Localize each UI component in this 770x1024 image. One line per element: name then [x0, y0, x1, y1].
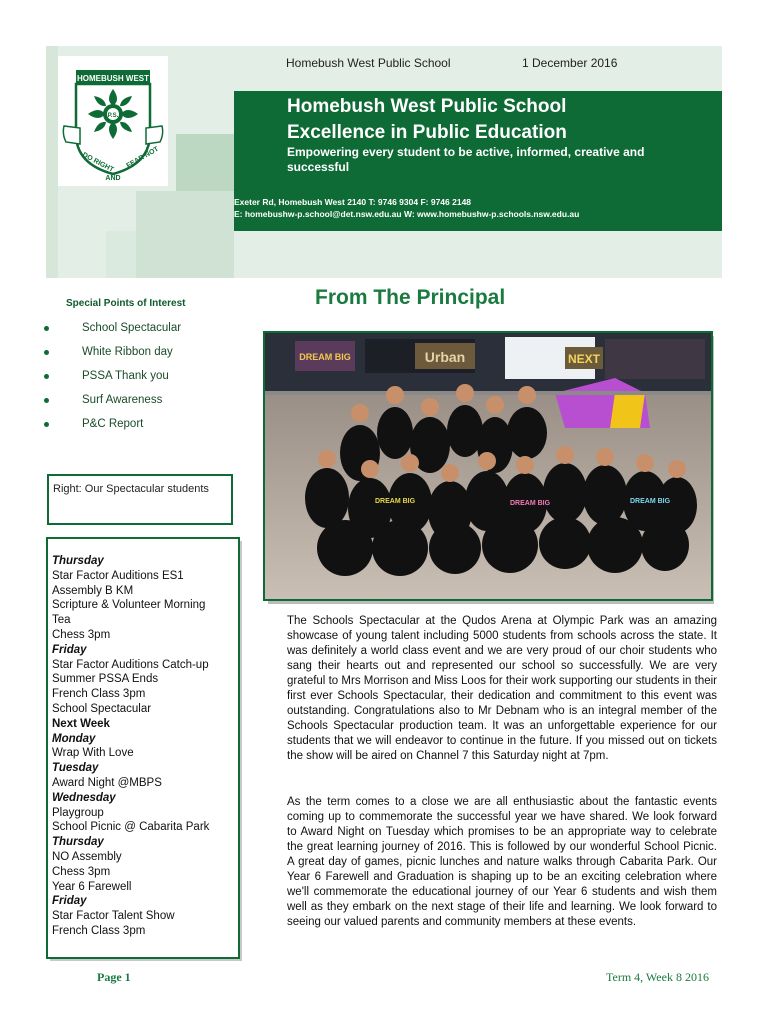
school-tagline: Empowering every student to be active, informed, creative and successful [287, 145, 645, 174]
schedule-item: Thursday [52, 555, 104, 567]
schedule-item: Playgroup [52, 806, 104, 819]
schedule-item: Monday [52, 732, 96, 745]
schedule-item: Award Night @MBPS [52, 776, 162, 789]
bullet-icon [44, 422, 49, 427]
special-points-list [44, 322, 181, 442]
newsletter-subtitle: Excellence in Public Education [287, 122, 567, 143]
svg-text:DREAM BIG: DREAM BIG [299, 352, 351, 362]
schedule-item: Wrap With Love [52, 747, 134, 760]
page-number: Page 1 [97, 970, 131, 984]
list-item [44, 322, 181, 346]
schedule-item: School Picnic @ Cabarita Park [52, 821, 210, 834]
principal-paragraph-2: As the term comes to a close we are all enthusiastic about the fantastic events coming up to commemorate the successful year we have shared. We look forward to Award Night on Tuesday which promises to be an appropriate way to celebrate the great learning journey of 2016. This is followed by our wonderful School Picnic. A great day of games, picnic lunches and nature walks through Cabarita Park. Our Year 6 Farewell and Graduation is shaping up to be an exciting celebration where we'll commemorate the educational journey of our Year 6 students and wish them well as they embark on the next stage of their life and learning. We look forward to seeing our valued parents and community members at these events. [287, 796, 717, 928]
schedule-item: Chess 3pm [52, 628, 111, 641]
schedule-item: Friday [52, 643, 87, 656]
section-heading: From The Principal [315, 286, 506, 309]
point-label: White Ribbon day [82, 346, 173, 358]
schedule-item: School Spectacular [52, 702, 152, 715]
schedule-item: Wednesday [52, 791, 116, 804]
schedule-item: Star Factor Auditions ES1 [52, 569, 184, 582]
schedule-item: Next Week [52, 717, 110, 730]
svg-text:DREAM BIG: DREAM BIG [630, 498, 671, 505]
list-item [44, 418, 181, 442]
photo-caption: Right: Our Spectacular students [53, 483, 209, 495]
schedule-item: Chess 3pm [52, 865, 111, 878]
schedule-item: French Class 3pm [52, 688, 146, 701]
svg-text:DO RIGHT: DO RIGHT [81, 151, 115, 174]
schedule-item: Year 6 Farewell [52, 880, 132, 893]
bullet-icon [44, 398, 49, 403]
schedule-item: Star Factor Talent Show [52, 910, 175, 923]
svg-text:FEAR NOT: FEAR NOT [125, 145, 160, 170]
students-photo-image [265, 333, 711, 599]
schedule-item: Tuesday [52, 762, 99, 775]
svg-text:DREAM BIG: DREAM BIG [510, 500, 551, 507]
header-tile [106, 231, 136, 278]
school-logo [58, 56, 168, 186]
list-item [44, 346, 181, 370]
term-week: Term 4, Week 8 2016 [606, 970, 709, 984]
school-crest-icon [58, 56, 168, 186]
special-points-title: Special Points of Interest [66, 298, 186, 309]
header-tile [46, 46, 58, 278]
point-label: Surf Awareness [82, 394, 163, 406]
svg-text:DREAM BIG: DREAM BIG [375, 498, 416, 505]
schedule-item: Thursday [52, 836, 104, 849]
bullet-icon [44, 326, 49, 331]
schedule-item: Summer PSSA Ends [52, 673, 159, 686]
svg-text:P.S.: P.S. [107, 113, 119, 119]
students-photo [263, 331, 713, 601]
photo-caption-box [47, 474, 233, 525]
contact-web: E: homebushw-p.school@det.nsw.edu.au W: www.homebushw-p.schools.nsw.edu.au [234, 209, 580, 219]
contact-address: Exeter Rd, Homebush West 2140 T: 9746 9304 F: 9746 2148 [234, 197, 472, 207]
principal-paragraph-1: The Schools Spectacular at the Qudos Arena at Olympic Park was an amazing showcase of young talent including 5000 students from schools across the state. It was definitely a world class event and we are very proud of our choir students who sang their hearts out and represented our school so successfully. We are very grateful to Mrs Morrison and Miss Loos for their work supporting our students in their first ever Schools Spectacular, their dedication and commitment to this event was outstanding. Congratulations also to Mr Debnam who is an integral member of the Schools Spectacular production team. It was an unforgettable experience for our students that we will endeavor to continue in the future. If you missed out on tickets the show will be aired on Channel 7 this Saturday night at 7pm. [287, 615, 717, 762]
schedule-item: NO Assembly [52, 850, 122, 863]
header-tile [176, 134, 234, 191]
svg-text:AND: AND [105, 175, 121, 182]
point-label: PSSA Thank you [82, 370, 169, 382]
header-tile [136, 191, 234, 278]
point-label: P&C Report [82, 418, 144, 430]
schedule-item: Star Factor Auditions Catch-up [52, 658, 209, 671]
schedule-item: French Class 3pm [52, 924, 146, 937]
bullet-icon [44, 350, 49, 355]
bullet-icon [44, 374, 49, 379]
header-school-name: Homebush West Public School [286, 56, 451, 70]
point-label: School Spectacular [82, 322, 182, 334]
svg-text:Urban: Urban [424, 349, 466, 365]
svg-text:NEXT: NEXT [567, 352, 601, 366]
schedule-item: Tea [52, 614, 71, 627]
schedule-item: Assembly B KM [52, 584, 134, 597]
svg-text:HOMEBUSH WEST: HOMEBUSH WEST [77, 74, 149, 83]
issue-date: 1 December 2016 [522, 56, 618, 70]
schedule-list [52, 554, 238, 939]
list-item [44, 394, 181, 418]
schedule-item: Scripture & Volunteer Morning [52, 599, 206, 612]
list-item [44, 370, 181, 394]
schedule-item: Friday [52, 895, 87, 908]
newsletter-title: Homebush West Public School [287, 96, 567, 117]
